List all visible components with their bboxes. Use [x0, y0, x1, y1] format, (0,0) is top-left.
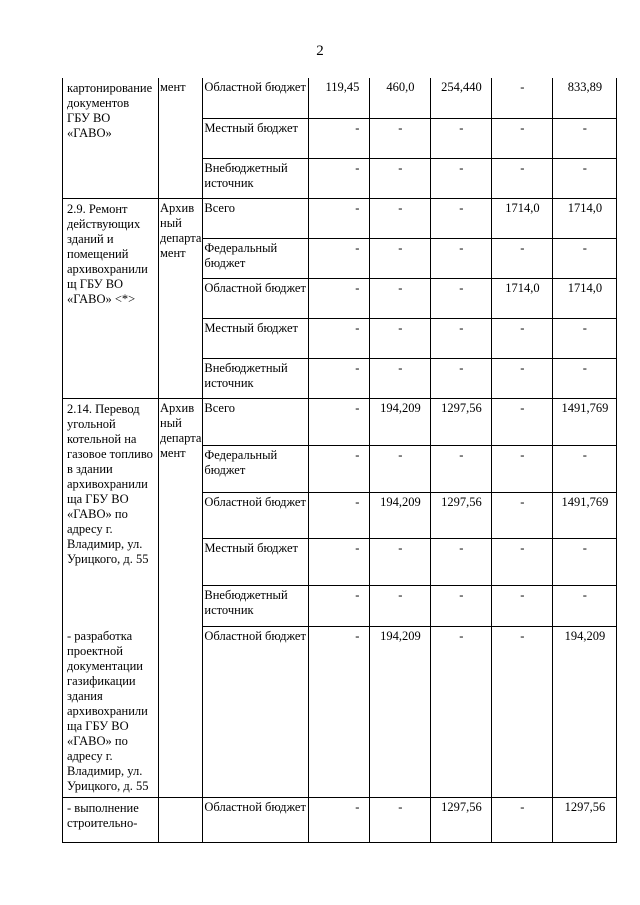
value-cell: - [309, 398, 370, 445]
value-cell: - [492, 626, 553, 798]
budget-table [62, 78, 617, 843]
sub-measure-cell: - разработка проектной документации газификации здания архивохранили ща ГБУ ВО «ГАВО» по адресу г. Владимир, ул. Урицкого, д. 55 [63, 626, 159, 798]
total-cell: 1714,0 [553, 198, 617, 238]
funding-source-cell: Федеральный бюджет [203, 445, 309, 492]
value-cell: 254,440 [431, 78, 492, 118]
value-cell: - [492, 492, 553, 538]
value-cell: - [492, 798, 553, 843]
executor-cell: Архив ный департа мент [159, 198, 203, 398]
value-cell: - [492, 398, 553, 445]
table-row [63, 78, 617, 118]
total-cell: 1491,769 [553, 492, 617, 538]
value-cell: - [370, 158, 431, 198]
value-cell: - [370, 358, 431, 398]
value-cell: 1714,0 [492, 278, 553, 318]
value-cell: - [309, 626, 370, 798]
value-cell: - [309, 358, 370, 398]
value-cell: - [492, 158, 553, 198]
funding-source-cell: Местный бюджет [203, 318, 309, 358]
total-cell: - [553, 445, 617, 492]
value-cell: - [492, 318, 553, 358]
value-cell: 1297,56 [431, 492, 492, 538]
total-cell: 1714,0 [553, 278, 617, 318]
total-cell: - [553, 238, 617, 278]
total-cell: - [553, 585, 617, 626]
value-cell: - [309, 538, 370, 585]
funding-source-cell: Местный бюджет [203, 538, 309, 585]
funding-source-cell: Внебюджетный источник [203, 158, 309, 198]
value-cell: 194,209 [370, 626, 431, 798]
value-cell: 460,0 [370, 78, 431, 118]
value-cell: 194,209 [370, 398, 431, 445]
page-number: 2 [316, 43, 324, 59]
value-cell: - [431, 585, 492, 626]
total-cell: - [553, 118, 617, 158]
funding-source-cell: Местный бюджет [203, 118, 309, 158]
funding-source-cell: Федеральный бюджет [203, 238, 309, 278]
value-cell: - [492, 78, 553, 118]
table-row [63, 798, 617, 843]
value-cell: - [370, 198, 431, 238]
value-cell: - [431, 445, 492, 492]
total-cell: 833,89 [553, 78, 617, 118]
value-cell: 1714,0 [492, 198, 553, 238]
value-cell: - [492, 358, 553, 398]
measure-cell: - выполнение строительно- [63, 798, 159, 843]
executor-cell: Архив ный департа мент [159, 398, 203, 798]
value-cell: - [309, 278, 370, 318]
value-cell: - [309, 198, 370, 238]
value-cell: - [431, 198, 492, 238]
value-cell: - [370, 445, 431, 492]
funding-source-cell: Областной бюджет [203, 626, 309, 798]
value-cell: - [309, 118, 370, 158]
value-cell: - [492, 118, 553, 158]
value-cell: - [431, 118, 492, 158]
table-row [63, 626, 617, 798]
value-cell: 119,45 [309, 78, 370, 118]
value-cell: 194,209 [370, 492, 431, 538]
total-cell: - [553, 318, 617, 358]
table-row [63, 198, 617, 238]
value-cell: - [309, 158, 370, 198]
value-cell: - [431, 278, 492, 318]
total-cell: - [553, 358, 617, 398]
measure-cell: картонирование документов ГБУ ВО «ГАВО» [63, 78, 159, 198]
measure-cell: 2.9. Ремонт действующих зданий и помещений архивохранили щ ГБУ ВО «ГАВО» <*> [63, 198, 159, 398]
value-cell: - [431, 158, 492, 198]
funding-source-cell: Областной бюджет [203, 492, 309, 538]
total-cell: 1491,769 [553, 398, 617, 445]
value-cell: - [309, 798, 370, 843]
value-cell: - [370, 238, 431, 278]
value-cell: - [309, 318, 370, 358]
total-cell: - [553, 158, 617, 198]
table-row [63, 398, 617, 445]
value-cell: - [431, 238, 492, 278]
value-cell: - [309, 492, 370, 538]
value-cell: - [309, 238, 370, 278]
value-cell: - [431, 318, 492, 358]
value-cell: - [431, 358, 492, 398]
funding-source-cell: Всего [203, 198, 309, 238]
executor-cell [159, 798, 203, 843]
funding-source-cell: Внебюджетный источник [203, 358, 309, 398]
total-cell: 194,209 [553, 626, 617, 798]
value-cell: - [309, 585, 370, 626]
value-cell: - [492, 238, 553, 278]
funding-source-cell: Внебюджетный источник [203, 585, 309, 626]
value-cell: 1297,56 [431, 398, 492, 445]
measure-cell: 2.14. Перевод угольной котельной на газовое топливо в здании архивохранили ща ГБУ ВО «ГАВО» по адресу г. Владимир, ул. Урицкого, д. 55 [63, 398, 159, 626]
value-cell: - [370, 118, 431, 158]
executor-cell: мент [159, 78, 203, 198]
value-cell: - [492, 445, 553, 492]
total-cell: - [553, 538, 617, 585]
value-cell: - [370, 318, 431, 358]
funding-source-cell: Областной бюджет [203, 798, 309, 843]
total-cell: 1297,56 [553, 798, 617, 843]
value-cell: - [370, 538, 431, 585]
value-cell: 1297,56 [431, 798, 492, 843]
value-cell: - [492, 538, 553, 585]
value-cell: - [431, 538, 492, 585]
value-cell: - [370, 278, 431, 318]
value-cell: - [431, 626, 492, 798]
funding-source-cell: Областной бюджет [203, 278, 309, 318]
funding-source-cell: Всего [203, 398, 309, 445]
funding-source-cell: Областной бюджет [203, 78, 309, 118]
value-cell: - [370, 585, 431, 626]
value-cell: - [492, 585, 553, 626]
value-cell: - [309, 445, 370, 492]
value-cell: - [370, 798, 431, 843]
